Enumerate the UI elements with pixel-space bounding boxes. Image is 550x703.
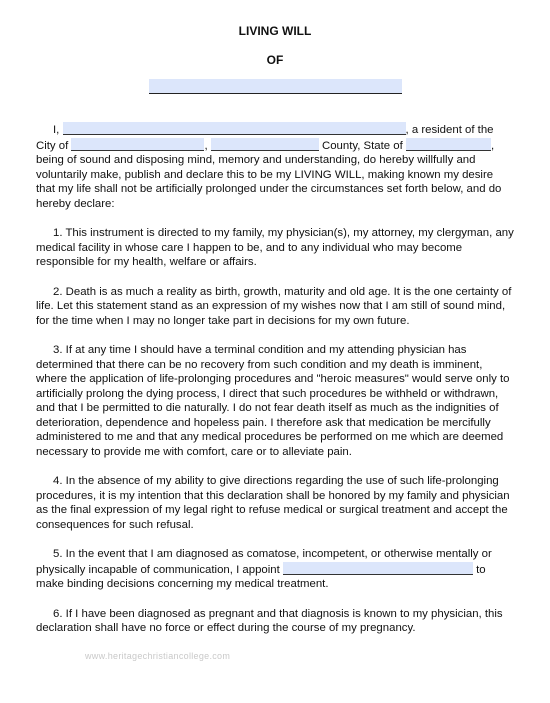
appointee-name-field[interactable] [283, 562, 473, 575]
county-field[interactable] [211, 138, 319, 151]
watermark: www.heritagechristiancollege.com [85, 651, 231, 661]
paragraph-2: 2. Death is as much a reality as birth, growth, maturity and old age. It is the one certainty of life. Let this statement stand as an expression of my wishes now that I am still of sound mind, for the time when I may no longer take part in decisions for my own future. [36, 285, 512, 327]
paragraph-5: 5. In the event that I am diagnosed as comatose, incompetent, or otherwise mentally or physically incapable of communication, I appoint to make binding decisions concerning my medical treatment. [36, 548, 492, 591]
document-body [36, 122, 514, 650]
paragraph-1: 1. This instrument is directed to my family, my physician(s), my attorney, my clergyman, any medical facility in whose care I happen to be, and to any individual who may become responsible for my health, welfare or affairs. [36, 227, 514, 269]
state-field[interactable] [406, 138, 491, 151]
document-of-label: OF [266, 53, 284, 67]
intro-paragraph: I, , a resident of the City of , County, State of , being of sound and disposing mind, memory and understanding, do hereby willfully and voluntarily make, publish and declare this to be my LIVING WILL, making known my desire that my life shall not be artificially prolonged under the circumstances set forth below, and do hereby declare: [36, 124, 502, 210]
paragraph-3: 3. If at any time I should have a terminal condition and my attending physician has determined that there can be no recovery from such condition and my death is imminent, where the application of life-prolonging procedures and "heroic measures" would serve only to artificially prolong the dying process, I direct that such procedures be withheld or withdrawn, and that I be permitted to die naturally. I do not fear death itself as much as the indignities of deterioration, dependence and hopeless pain. I therefore ask that medication be mercifully administered to me and that any medical procedures be performed on me which are deemed necessary to provide me with comfort, care or to alleviate pain. [36, 343, 510, 459]
document-title: LIVING WILL [238, 24, 312, 38]
paragraph-4: 4. In the absence of my ability to give directions regarding the use of such life-prolonging procedures, it is my intention that this declaration shall be honored by my family and physician as the final expression of my legal right to refuse medical or surgical treatment and accept the consequences for such refusal. [36, 475, 510, 532]
city-field[interactable] [71, 138, 204, 151]
declarant-name-field[interactable] [63, 122, 406, 135]
paragraph-6: 6. If I have been diagnosed as pregnant and that diagnosis is known to my physician, this declaration shall have no force or effect during the course of my pregnancy. [36, 607, 503, 635]
